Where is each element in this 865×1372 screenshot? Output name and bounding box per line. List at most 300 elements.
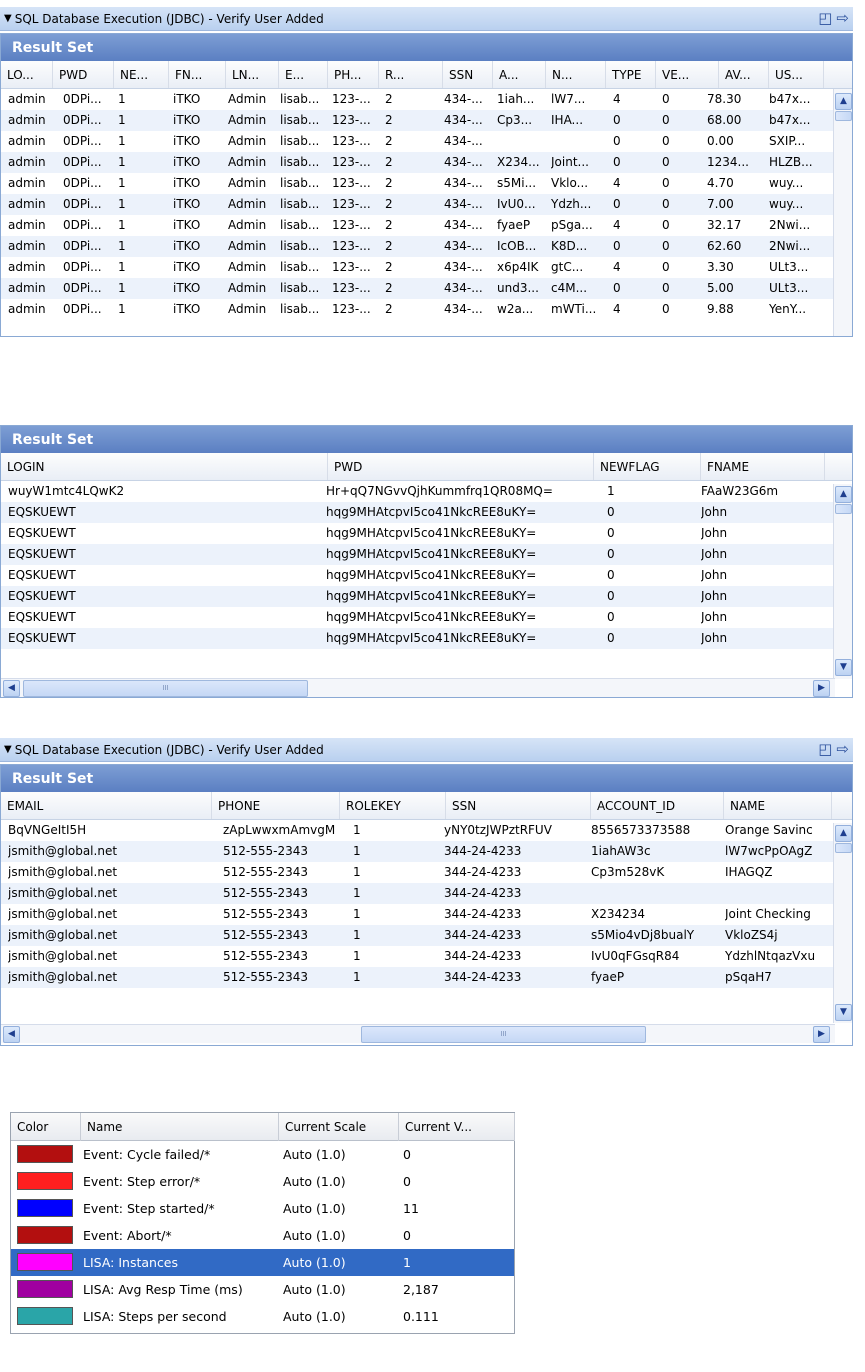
legend-row[interactable] (11, 1195, 514, 1222)
horizontal-scrollbar[interactable] (1, 1024, 835, 1043)
table-cell: Orange Savinc (725, 823, 813, 837)
table-cell: 2 (385, 92, 393, 106)
scroll-up-icon[interactable]: ▲ (835, 486, 852, 503)
result-rows (1, 481, 852, 676)
scroll-down-icon[interactable]: ▼ (835, 659, 852, 676)
table-row[interactable] (1, 236, 852, 257)
legend-value: 0 (403, 1147, 411, 1162)
table-cell: zApLwwxmAmvgM (223, 823, 336, 837)
table-cell: 0 (607, 547, 615, 561)
table-row[interactable] (1, 152, 852, 173)
table-cell: 1 (118, 176, 126, 190)
table-cell: 0 (662, 281, 670, 295)
table-cell: 4 (613, 260, 621, 274)
column-header[interactable]: US... (769, 61, 824, 89)
table-cell: und3... (497, 281, 539, 295)
color-swatch[interactable] (17, 1145, 73, 1163)
table-cell: 1 (118, 113, 126, 127)
table-cell: YdzhlNtqazVxu (725, 949, 816, 963)
table-cell: BqVNGeItI5H (8, 823, 87, 837)
color-swatch[interactable] (17, 1199, 73, 1217)
table-cell: 344-24-4233 (444, 970, 522, 984)
table-cell: 1 (353, 823, 361, 837)
column-header[interactable]: AV... (719, 61, 769, 89)
table-cell: hqg9MHAtcpvI5co41NkcREE8uKY= (326, 505, 537, 519)
scroll-up-icon[interactable]: ▲ (835, 825, 852, 842)
table-cell: 1iahAW3c (591, 844, 651, 858)
column-header[interactable]: PWD (53, 61, 114, 89)
table-cell: iTKO (173, 134, 201, 148)
table-cell: 0DPi... (63, 134, 102, 148)
legend-col-value[interactable]: Current V... (399, 1113, 515, 1141)
table-row[interactable] (1, 820, 852, 841)
table-row[interactable] (1, 904, 852, 925)
table-cell: 1 (118, 197, 126, 211)
table-cell: 0DPi... (63, 197, 102, 211)
panel3-title: SQL Database Execution (JDBC) - Verify User Added (14, 742, 324, 757)
table-cell: SXIP... (769, 134, 806, 148)
table-cell: admin (8, 281, 46, 295)
table-cell: admin (8, 239, 46, 253)
table-cell: 0DPi... (63, 239, 102, 253)
table-cell: 512-555-2343 (223, 928, 309, 942)
table-cell: admin (8, 113, 46, 127)
table-cell: 1 (607, 484, 615, 498)
table-cell: lisab... (280, 281, 320, 295)
column-header[interactable]: FN... (169, 61, 226, 89)
table-cell: wuyW1mtc4LQwK2 (8, 484, 125, 498)
column-header[interactable]: N... (546, 61, 606, 89)
table-cell: 9.88 (707, 302, 734, 316)
table-cell: admin (8, 302, 46, 316)
table-cell: Joint... (551, 155, 589, 169)
table-row[interactable] (1, 173, 852, 194)
table-row[interactable] (1, 481, 852, 502)
table-row[interactable] (1, 628, 852, 649)
table-cell: hqg9MHAtcpvI5co41NkcREE8uKY= (326, 526, 537, 540)
table-cell: 2 (385, 218, 393, 232)
scroll-left-icon[interactable]: ◀ (3, 680, 20, 697)
table-cell: lisab... (280, 197, 320, 211)
table-cell: Admin (228, 239, 267, 253)
color-swatch[interactable] (17, 1307, 73, 1325)
table-cell: 123-... (332, 134, 371, 148)
table-cell: 2 (385, 176, 393, 190)
legend-value: 0 (403, 1174, 411, 1189)
vertical-scrollbar[interactable] (833, 823, 852, 1023)
table-cell: EQSKUEWT (8, 610, 76, 624)
table-cell: John (701, 589, 728, 603)
table-cell: 62.60 (707, 239, 742, 253)
table-row[interactable] (1, 862, 852, 883)
color-swatch[interactable] (17, 1280, 73, 1298)
table-row[interactable] (1, 89, 852, 110)
table-cell: 434-... (444, 281, 483, 295)
table-cell: 123-... (332, 176, 371, 190)
table-cell: admin (8, 218, 46, 232)
table-cell: lisab... (280, 302, 320, 316)
table-cell: 1 (118, 260, 126, 274)
table-cell: 344-24-4233 (444, 865, 522, 879)
table-cell: 434-... (444, 134, 483, 148)
table-cell: admin (8, 197, 46, 211)
column-header[interactable]: NEWFLAG (594, 453, 701, 481)
table-cell: IHAGQZ (725, 865, 773, 879)
table-cell: Vklo... (551, 176, 589, 190)
table-cell: 512-555-2343 (223, 907, 309, 921)
column-header[interactable]: ROLEKEY (340, 792, 446, 820)
table-row[interactable] (1, 544, 852, 565)
table-cell: VkloZS4j (725, 928, 778, 942)
collapse-icon[interactable]: ▼ (4, 744, 12, 755)
table-cell: Admin (228, 302, 267, 316)
table-cell: IvU0... (497, 197, 536, 211)
table-cell: 2Nwi... (769, 218, 811, 232)
table-cell: 0 (662, 113, 670, 127)
table-cell: 123-... (332, 302, 371, 316)
column-header[interactable]: PH... (328, 61, 379, 89)
table-cell: 123-... (332, 155, 371, 169)
table-cell: 1 (353, 886, 361, 900)
color-swatch[interactable] (17, 1226, 73, 1244)
table-cell: fyaeP (591, 970, 625, 984)
table-cell: 512-555-2343 (223, 970, 309, 984)
legend-name: Event: Abort/* (83, 1228, 172, 1243)
table-cell: 2 (385, 281, 393, 295)
horizontal-scrollbar[interactable] (1, 678, 835, 697)
table-cell: 434-... (444, 260, 483, 274)
table-cell: b47x... (769, 113, 811, 127)
column-header[interactable]: LOGIN (1, 453, 328, 481)
pin-icon[interactable]: ◰ (818, 740, 833, 758)
table-cell: 1 (353, 844, 361, 858)
collapse-icon[interactable]: ▼ (4, 13, 12, 24)
column-header-row (1, 792, 852, 820)
table-cell: 0 (662, 155, 670, 169)
table-cell: 4 (613, 218, 621, 232)
table-cell: admin (8, 134, 46, 148)
table-cell: IvU0qFGsqR84 (591, 949, 680, 963)
result-set-title: Result Set (1, 34, 852, 61)
table-cell: 0 (607, 568, 615, 582)
table-row[interactable] (1, 278, 852, 299)
legend-scale: Auto (1.0) (283, 1174, 346, 1189)
table-cell: 123-... (332, 260, 371, 274)
legend-scale: Auto (1.0) (283, 1282, 346, 1297)
table-cell: 434-... (444, 197, 483, 211)
table-cell: 123-... (332, 218, 371, 232)
legend-row[interactable] (11, 1249, 514, 1276)
table-cell: hqg9MHAtcpvI5co41NkcREE8uKY= (326, 610, 537, 624)
table-cell: EQSKUEWT (8, 547, 76, 561)
table-cell: jsmith@global.net (8, 907, 118, 921)
table-cell: 0 (662, 134, 670, 148)
table-cell: 1 (353, 949, 361, 963)
legend-value: 11 (403, 1201, 419, 1216)
table-cell: 2 (385, 134, 393, 148)
column-header[interactable]: A... (493, 61, 546, 89)
color-swatch[interactable] (17, 1253, 73, 1271)
table-row[interactable] (1, 110, 852, 131)
table-cell: 1 (353, 928, 361, 942)
metrics-legend-table (10, 1112, 515, 1334)
table-cell: ULt3... (769, 281, 809, 295)
table-row[interactable] (1, 502, 852, 523)
column-header[interactable]: NE... (114, 61, 169, 89)
column-header[interactable]: R... (379, 61, 443, 89)
column-header[interactable]: ACCOUNT_ID (591, 792, 724, 820)
table-cell: 1 (353, 865, 361, 879)
column-header[interactable]: VE... (656, 61, 719, 89)
table-cell: EQSKUEWT (8, 589, 76, 603)
table-cell: 0 (662, 239, 670, 253)
horizontal-scroll-thumb[interactable]: III (361, 1026, 646, 1043)
column-header-row (1, 61, 852, 89)
table-row[interactable] (1, 841, 852, 862)
table-cell: K8D... (551, 239, 588, 253)
legend-col-name[interactable]: Name (81, 1113, 279, 1141)
table-cell: iTKO (173, 113, 201, 127)
scroll-thumb[interactable] (835, 111, 852, 121)
table-cell: HLZB... (769, 155, 813, 169)
table-cell: hqg9MHAtcpvI5co41NkcREE8uKY= (326, 547, 537, 561)
legend-col-scale[interactable]: Current Scale (279, 1113, 399, 1141)
table-cell: 1 (118, 134, 126, 148)
table-cell: iTKO (173, 239, 201, 253)
table-cell: s5Mi... (497, 176, 537, 190)
table-row[interactable] (1, 131, 852, 152)
legend-rows (11, 1141, 514, 1330)
legend-row[interactable] (11, 1222, 514, 1249)
table-cell: IcOB... (497, 239, 537, 253)
table-cell: Admin (228, 155, 267, 169)
legend-scale: Auto (1.0) (283, 1228, 346, 1243)
table-row[interactable] (1, 883, 852, 904)
column-header[interactable]: TYPE (606, 61, 656, 89)
column-header[interactable]: LN... (226, 61, 279, 89)
legend-name: LISA: Instances (83, 1255, 179, 1270)
table-cell: 32.17 (707, 218, 742, 232)
table-cell: 4 (613, 176, 621, 190)
table-cell: Hr+qQ7NGvvQjhKummfrq1QR08MQ= (326, 484, 553, 498)
scroll-right-icon[interactable]: ▶ (813, 680, 830, 697)
table-cell: 1 (118, 281, 126, 295)
table-row[interactable] (1, 523, 852, 544)
table-row[interactable] (1, 946, 852, 967)
legend-value: 0.111 (403, 1309, 439, 1324)
table-row[interactable] (1, 299, 852, 320)
table-cell: admin (8, 260, 46, 274)
table-cell: ULt3... (769, 260, 809, 274)
table-cell: John (701, 631, 728, 645)
table-cell: 0 (613, 134, 621, 148)
table-cell: 0DPi... (63, 302, 102, 316)
table-cell: 344-24-4233 (444, 907, 522, 921)
table-cell: mWTi... (551, 302, 597, 316)
color-swatch[interactable] (17, 1172, 73, 1190)
column-header[interactable]: SSN (446, 792, 591, 820)
table-cell: 78.30 (707, 92, 742, 106)
table-cell: Admin (228, 176, 267, 190)
table-row[interactable] (1, 257, 852, 278)
table-cell: Admin (228, 218, 267, 232)
table-cell: 344-24-4233 (444, 844, 522, 858)
table-cell: 4 (613, 92, 621, 106)
table-cell: lisab... (280, 155, 320, 169)
table-cell: 0 (613, 239, 621, 253)
legend-scale: Auto (1.0) (283, 1201, 346, 1216)
table-cell: 0 (607, 631, 615, 645)
table-cell: lisab... (280, 239, 320, 253)
legend-name: Event: Step error/* (83, 1174, 201, 1189)
scroll-down-icon[interactable]: ▼ (835, 1004, 852, 1021)
panel3-header[interactable] (0, 738, 853, 762)
table-cell: jsmith@global.net (8, 928, 118, 942)
table-cell: fyaeP (497, 218, 531, 232)
table-cell: 512-555-2343 (223, 865, 309, 879)
table-cell: iTKO (173, 218, 201, 232)
legend-scale: Auto (1.0) (283, 1147, 346, 1162)
table-cell: iTKO (173, 260, 201, 274)
table-cell: 512-555-2343 (223, 949, 309, 963)
table-cell: 0 (662, 197, 670, 211)
horizontal-scroll-thumb[interactable]: III (23, 680, 308, 697)
table-cell: 123-... (332, 239, 371, 253)
table-cell: 123-... (332, 281, 371, 295)
table-cell: John (701, 505, 728, 519)
column-header[interactable]: NAME (724, 792, 832, 820)
table-row[interactable] (1, 565, 852, 586)
panel1-title: SQL Database Execution (JDBC) - Verify User Added (14, 11, 324, 26)
legend-row[interactable] (11, 1168, 514, 1195)
table-cell: X234234 (591, 907, 646, 921)
scroll-right-icon[interactable]: ▶ (813, 1026, 830, 1043)
scroll-up-icon[interactable]: ▲ (835, 93, 852, 110)
vertical-scrollbar[interactable] (833, 89, 852, 336)
table-row[interactable] (1, 607, 852, 628)
table-cell: Admin (228, 134, 267, 148)
table-cell: lisab... (280, 176, 320, 190)
table-cell: pSga... (551, 218, 593, 232)
table-cell: 434-... (444, 239, 483, 253)
table-cell: jsmith@global.net (8, 844, 118, 858)
panel1-header[interactable] (0, 7, 853, 31)
table-cell: 123-... (332, 113, 371, 127)
table-cell: Admin (228, 281, 267, 295)
legend-row[interactable] (11, 1276, 514, 1303)
table-cell: 0DPi... (63, 281, 102, 295)
table-cell: 0 (662, 92, 670, 106)
table-cell: pSqaH7 (725, 970, 772, 984)
result-set-title: Result Set (1, 426, 852, 453)
column-header[interactable]: FNAME (701, 453, 825, 481)
table-cell: admin (8, 92, 46, 106)
table-row[interactable] (1, 967, 852, 988)
table-cell: 1 (118, 155, 126, 169)
column-header[interactable]: SSN (443, 61, 493, 89)
table-cell: wuy... (769, 197, 804, 211)
table-cell: 1iah... (497, 92, 535, 106)
column-header[interactable]: PWD (328, 453, 594, 481)
table-cell: admin (8, 155, 46, 169)
panel1-result-set (0, 33, 853, 337)
table-cell: iTKO (173, 281, 201, 295)
legend-row[interactable] (11, 1303, 514, 1330)
table-cell: 3.30 (707, 260, 734, 274)
scroll-thumb[interactable] (835, 504, 852, 514)
column-header[interactable]: EMAIL (1, 792, 212, 820)
table-row[interactable] (1, 194, 852, 215)
table-cell: 0 (662, 302, 670, 316)
arrow-right-icon[interactable]: ⇨ (836, 9, 849, 27)
table-cell: 344-24-4233 (444, 886, 522, 900)
vertical-scrollbar[interactable] (833, 484, 852, 679)
table-cell: wuy... (769, 176, 804, 190)
scroll-thumb[interactable] (835, 843, 852, 853)
table-cell: Admin (228, 113, 267, 127)
table-cell: 0DPi... (63, 92, 102, 106)
panel3-result-set (0, 764, 853, 1046)
column-header[interactable]: E... (279, 61, 328, 89)
table-cell: Ydzh... (551, 197, 592, 211)
table-cell: Joint Checking (725, 907, 811, 921)
table-cell: lisab... (280, 134, 320, 148)
table-row[interactable] (1, 925, 852, 946)
table-cell: w2a... (497, 302, 534, 316)
table-cell: 2 (385, 155, 393, 169)
table-cell: 0DPi... (63, 260, 102, 274)
table-cell: 512-555-2343 (223, 886, 309, 900)
table-cell: hqg9MHAtcpvI5co41NkcREE8uKY= (326, 589, 537, 603)
table-cell: 0.00 (707, 134, 734, 148)
legend-value: 0 (403, 1228, 411, 1243)
table-cell: 434-... (444, 92, 483, 106)
table-cell: 0 (613, 197, 621, 211)
table-cell: 0 (613, 155, 621, 169)
legend-row[interactable] (11, 1141, 514, 1168)
table-cell: Admin (228, 92, 267, 106)
table-cell: Cp3... (497, 113, 533, 127)
table-cell: EQSKUEWT (8, 526, 76, 540)
table-cell: x6p4IK (497, 260, 539, 274)
legend-name: Event: Step started/* (83, 1201, 215, 1216)
table-cell: YenY... (769, 302, 807, 316)
column-header[interactable]: PHONE (212, 792, 340, 820)
table-cell: c4M... (551, 281, 588, 295)
table-row[interactable] (1, 586, 852, 607)
table-cell: lisab... (280, 218, 320, 232)
legend-col-color[interactable]: Color (11, 1113, 81, 1141)
table-cell: 2 (385, 302, 393, 316)
table-cell: 344-24-4233 (444, 928, 522, 942)
table-cell: b47x... (769, 92, 811, 106)
column-header[interactable]: LO... (1, 61, 53, 89)
legend-name: Event: Cycle failed/* (83, 1147, 211, 1162)
table-row[interactable] (1, 215, 852, 236)
table-cell: lisab... (280, 92, 320, 106)
table-cell: 0 (662, 176, 670, 190)
table-cell: jsmith@global.net (8, 886, 118, 900)
table-cell: lW7... (551, 92, 586, 106)
table-cell: 2 (385, 197, 393, 211)
table-cell: 68.00 (707, 113, 742, 127)
table-cell: 1 (118, 92, 126, 106)
table-cell: John (701, 526, 728, 540)
pin-icon[interactable]: ◰ (818, 9, 833, 27)
table-cell: 1 (118, 302, 126, 316)
scroll-left-icon[interactable]: ◀ (3, 1026, 20, 1043)
arrow-right-icon[interactable]: ⇨ (836, 740, 849, 758)
